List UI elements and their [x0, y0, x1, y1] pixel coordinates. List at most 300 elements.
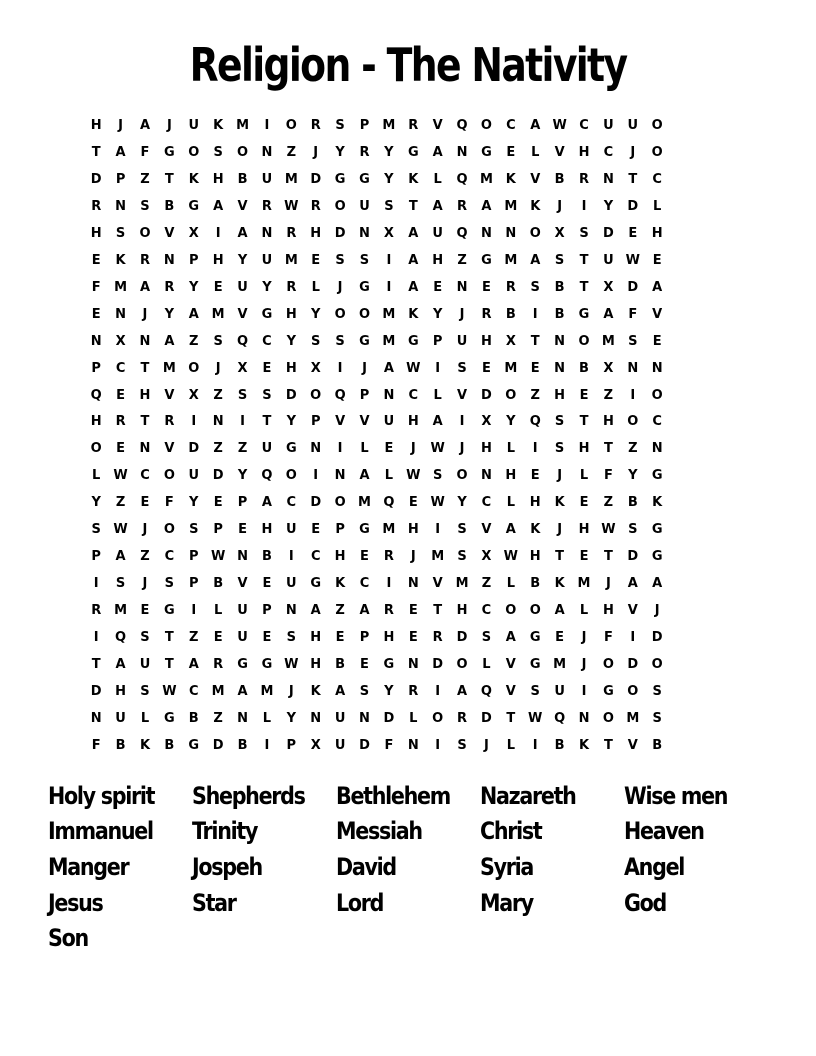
grid-cell[interactable]: C — [506, 117, 516, 133]
grid-cell[interactable]: I — [386, 576, 392, 592]
grid-cell[interactable]: H — [261, 522, 273, 538]
grid-cell[interactable]: V — [164, 387, 175, 403]
grid-cell[interactable]: E — [91, 252, 101, 268]
grid-cell[interactable]: D — [310, 171, 322, 187]
grid-cell[interactable]: O — [505, 603, 517, 619]
grid-cell[interactable]: R — [139, 252, 150, 268]
grid-cell[interactable]: E — [384, 441, 394, 457]
grid-cell[interactable]: K — [188, 171, 199, 187]
grid-cell[interactable]: D — [627, 279, 639, 295]
grid-cell[interactable]: E — [579, 387, 589, 403]
grid-cell[interactable]: N — [139, 441, 151, 457]
grid-cell[interactable]: H — [505, 468, 517, 484]
grid-cell[interactable]: S — [286, 630, 296, 646]
grid-cell[interactable]: V — [335, 414, 346, 430]
grid-cell[interactable]: P — [310, 414, 321, 430]
grid-cell[interactable]: O — [285, 468, 297, 484]
grid-cell[interactable]: E — [530, 360, 540, 376]
grid-cell[interactable]: H — [90, 414, 102, 430]
grid-cell[interactable]: N — [578, 710, 590, 726]
grid-cell[interactable]: H — [432, 252, 444, 268]
grid-cell[interactable]: K — [408, 306, 419, 322]
grid-cell[interactable]: B — [579, 360, 589, 376]
grid-cell[interactable]: N — [481, 225, 492, 241]
grid-cell[interactable]: A — [310, 603, 321, 619]
grid-cell[interactable]: X — [383, 225, 394, 241]
grid-cell[interactable]: A — [530, 117, 541, 133]
grid-cell[interactable]: I — [630, 630, 636, 646]
grid-cell[interactable]: H — [285, 306, 297, 322]
grid-cell[interactable]: W — [113, 468, 128, 484]
grid-cell[interactable]: B — [554, 171, 565, 187]
grid-cell[interactable]: H — [554, 387, 566, 403]
grid-cell[interactable]: D — [456, 630, 468, 646]
grid-cell[interactable]: T — [603, 737, 613, 753]
grid-cell[interactable]: X — [237, 360, 248, 376]
grid-cell[interactable]: M — [284, 252, 298, 268]
grid-cell[interactable]: T — [555, 549, 565, 565]
grid-cell[interactable]: P — [359, 630, 370, 646]
grid-cell[interactable]: N — [90, 333, 102, 349]
grid-cell[interactable]: I — [630, 387, 636, 403]
grid-cell[interactable]: T — [164, 171, 174, 187]
grid-cell[interactable]: S — [554, 252, 565, 268]
grid-cell[interactable]: O — [651, 657, 663, 673]
grid-cell[interactable]: E — [262, 576, 272, 592]
grid-cell[interactable]: G — [261, 657, 273, 673]
grid-cell[interactable]: Y — [189, 495, 199, 511]
grid-cell[interactable]: I — [459, 414, 465, 430]
grid-cell[interactable]: S — [164, 576, 175, 592]
grid-cell[interactable]: B — [213, 576, 224, 592]
grid-cell[interactable]: A — [335, 683, 346, 699]
grid-cell[interactable]: J — [288, 683, 294, 699]
grid-cell[interactable]: Z — [213, 441, 223, 457]
grid-cell[interactable]: X — [481, 549, 492, 565]
grid-cell[interactable]: T — [91, 657, 101, 673]
grid-cell[interactable]: O — [456, 657, 468, 673]
grid-cell[interactable]: G — [578, 306, 590, 322]
grid-cell[interactable]: R — [457, 198, 468, 214]
grid-cell[interactable]: J — [142, 522, 148, 538]
grid-cell[interactable]: A — [115, 549, 126, 565]
grid-cell[interactable]: B — [530, 576, 541, 592]
grid-cell[interactable]: W — [503, 549, 518, 565]
grid-cell[interactable]: B — [627, 495, 638, 511]
grid-cell[interactable]: G — [261, 306, 273, 322]
grid-cell[interactable]: I — [532, 441, 538, 457]
grid-cell[interactable]: U — [237, 630, 248, 646]
grid-cell[interactable]: H — [310, 225, 322, 241]
grid-cell[interactable]: J — [605, 576, 611, 592]
grid-cell[interactable]: J — [142, 306, 148, 322]
grid-cell[interactable]: D — [383, 710, 395, 726]
grid-cell[interactable]: V — [164, 225, 175, 241]
grid-cell[interactable]: D — [212, 737, 224, 753]
grid-cell[interactable]: X — [603, 360, 614, 376]
grid-cell[interactable]: K — [310, 683, 321, 699]
grid-cell[interactable]: R — [91, 603, 102, 619]
grid-cell[interactable]: K — [652, 495, 663, 511]
grid-cell[interactable]: I — [93, 576, 99, 592]
grid-cell[interactable]: V — [505, 657, 516, 673]
grid-cell[interactable]: O — [188, 144, 200, 160]
grid-cell[interactable]: J — [654, 603, 660, 619]
grid-cell[interactable]: W — [284, 198, 299, 214]
grid-cell[interactable]: M — [431, 549, 445, 565]
grid-cell[interactable]: H — [529, 549, 541, 565]
grid-cell[interactable]: R — [359, 144, 370, 160]
grid-cell[interactable]: M — [211, 683, 225, 699]
grid-cell[interactable]: U — [261, 252, 273, 268]
grid-cell[interactable]: C — [310, 549, 321, 565]
grid-cell[interactable]: H — [407, 522, 419, 538]
grid-cell[interactable]: O — [432, 710, 444, 726]
grid-cell[interactable]: A — [432, 414, 443, 430]
grid-cell[interactable]: C — [408, 387, 419, 403]
grid-cell[interactable]: O — [310, 387, 322, 403]
grid-cell[interactable]: S — [359, 683, 370, 699]
grid-cell[interactable]: M — [382, 306, 396, 322]
grid-cell[interactable]: R — [505, 279, 516, 295]
grid-cell[interactable]: G — [164, 144, 175, 160]
grid-cell[interactable]: H — [602, 414, 614, 430]
grid-cell[interactable]: F — [628, 306, 638, 322]
grid-cell[interactable]: N — [627, 360, 639, 376]
grid-cell[interactable]: S — [115, 225, 126, 241]
grid-cell[interactable]: R — [408, 117, 419, 133]
grid-cell[interactable]: M — [626, 710, 640, 726]
grid-cell[interactable]: I — [215, 225, 221, 241]
grid-cell[interactable]: K — [578, 737, 590, 753]
grid-cell[interactable]: G — [383, 657, 395, 673]
grid-cell[interactable]: J — [313, 144, 319, 160]
grid-cell[interactable]: Z — [457, 252, 467, 268]
grid-cell[interactable]: L — [433, 387, 442, 403]
grid-cell[interactable]: O — [334, 198, 346, 214]
grid-cell[interactable]: N — [115, 198, 127, 214]
grid-cell[interactable]: S — [628, 522, 638, 538]
grid-cell[interactable]: E — [433, 279, 443, 295]
grid-cell[interactable]: J — [557, 198, 563, 214]
grid-cell[interactable]: E — [262, 630, 272, 646]
grid-cell[interactable]: I — [288, 549, 294, 565]
grid-cell[interactable]: L — [409, 710, 418, 726]
grid-cell[interactable]: G — [651, 522, 663, 538]
grid-cell[interactable]: I — [337, 441, 343, 457]
grid-cell[interactable]: N — [237, 710, 248, 726]
grid-cell[interactable]: B — [554, 306, 565, 322]
grid-cell[interactable]: V — [237, 576, 248, 592]
grid-cell[interactable]: R — [457, 710, 468, 726]
grid-cell[interactable]: P — [359, 117, 370, 133]
grid-cell[interactable]: J — [410, 441, 416, 457]
grid-cell[interactable]: P — [115, 171, 126, 187]
grid-cell[interactable]: E — [311, 522, 321, 538]
grid-cell[interactable]: C — [359, 576, 370, 592]
grid-cell[interactable]: A — [237, 225, 248, 241]
grid-cell[interactable]: G — [529, 657, 541, 673]
grid-cell[interactable]: E — [482, 279, 491, 295]
grid-cell[interactable]: M — [479, 171, 493, 187]
grid-cell[interactable]: G — [334, 171, 346, 187]
grid-cell[interactable]: E — [360, 549, 369, 565]
grid-cell[interactable]: E — [482, 360, 491, 376]
grid-cell[interactable]: L — [433, 171, 442, 187]
grid-cell[interactable]: G — [407, 333, 419, 349]
grid-cell[interactable]: L — [92, 468, 101, 484]
grid-cell[interactable]: Q — [456, 117, 468, 133]
grid-cell[interactable]: S — [457, 522, 467, 538]
grid-cell[interactable]: Z — [628, 441, 638, 457]
grid-cell[interactable]: S — [457, 737, 467, 753]
grid-cell[interactable]: E — [628, 225, 638, 241]
grid-cell[interactable]: G — [359, 279, 370, 295]
grid-cell[interactable]: G — [164, 710, 175, 726]
grid-cell[interactable]: O — [358, 306, 371, 322]
grid-cell[interactable]: L — [653, 198, 662, 214]
grid-cell[interactable]: M — [114, 603, 128, 619]
grid-cell[interactable]: B — [115, 737, 126, 753]
grid-cell[interactable]: D — [310, 495, 322, 511]
grid-cell[interactable]: M — [382, 522, 396, 538]
grid-cell[interactable]: G — [188, 198, 200, 214]
grid-cell[interactable]: Z — [286, 144, 297, 160]
grid-cell[interactable]: C — [286, 495, 297, 511]
grid-cell[interactable]: N — [310, 441, 322, 457]
grid-cell[interactable]: P — [359, 387, 370, 403]
grid-cell[interactable]: N — [359, 710, 370, 726]
grid-cell[interactable]: G — [481, 252, 492, 268]
grid-cell[interactable]: O — [163, 522, 175, 538]
grid-cell[interactable]: E — [579, 495, 589, 511]
grid-cell[interactable]: L — [506, 441, 515, 457]
grid-cell[interactable]: E — [140, 603, 150, 619]
grid-cell[interactable]: H — [529, 495, 541, 511]
grid-cell[interactable]: Y — [457, 495, 467, 511]
grid-cell[interactable]: C — [579, 117, 589, 133]
grid-cell[interactable]: X — [554, 225, 565, 241]
grid-cell[interactable]: Z — [213, 387, 223, 403]
grid-cell[interactable]: J — [337, 279, 343, 295]
grid-cell[interactable]: Y — [506, 414, 516, 430]
grid-cell[interactable]: J — [630, 144, 636, 160]
grid-cell[interactable]: H — [310, 657, 322, 673]
grid-cell[interactable]: A — [554, 603, 565, 619]
grid-cell[interactable]: C — [262, 333, 272, 349]
grid-cell[interactable]: I — [435, 360, 441, 376]
grid-cell[interactable]: U — [261, 171, 273, 187]
grid-cell[interactable]: V — [237, 198, 248, 214]
grid-cell[interactable]: U — [286, 522, 297, 538]
grid-cell[interactable]: S — [335, 333, 345, 349]
grid-cell[interactable]: N — [90, 710, 102, 726]
grid-cell[interactable]: U — [334, 737, 346, 753]
grid-cell[interactable]: E — [213, 495, 223, 511]
grid-cell[interactable]: T — [140, 360, 150, 376]
grid-cell[interactable]: T — [506, 710, 516, 726]
grid-cell[interactable]: W — [406, 468, 421, 484]
grid-cell[interactable]: C — [140, 468, 150, 484]
grid-cell[interactable]: J — [459, 441, 465, 457]
grid-cell[interactable]: J — [362, 360, 367, 376]
grid-cell[interactable]: P — [188, 549, 199, 565]
grid-cell[interactable]: U — [603, 117, 614, 133]
grid-cell[interactable]: E — [408, 630, 418, 646]
grid-cell[interactable]: Y — [311, 306, 321, 322]
grid-cell[interactable]: M — [504, 360, 518, 376]
grid-cell[interactable]: D — [188, 441, 200, 457]
grid-cell[interactable]: O — [163, 468, 175, 484]
grid-cell[interactable]: R — [310, 117, 321, 133]
grid-cell[interactable]: Z — [530, 387, 540, 403]
grid-cell[interactable]: I — [264, 737, 270, 753]
grid-cell[interactable]: U — [359, 198, 370, 214]
grid-cell[interactable]: U — [286, 576, 297, 592]
grid-cell[interactable]: Y — [384, 683, 394, 699]
grid-cell[interactable]: R — [91, 198, 102, 214]
grid-cell[interactable]: A — [237, 683, 248, 699]
grid-cell[interactable]: K — [505, 171, 516, 187]
grid-cell[interactable]: F — [140, 144, 150, 160]
grid-cell[interactable]: W — [284, 657, 299, 673]
grid-cell[interactable]: O — [334, 495, 346, 511]
grid-cell[interactable]: O — [237, 144, 249, 160]
grid-cell[interactable]: E — [506, 144, 516, 160]
grid-cell[interactable]: V — [432, 576, 443, 592]
grid-cell[interactable]: H — [602, 603, 614, 619]
grid-cell[interactable]: T — [140, 414, 150, 430]
grid-cell[interactable]: O — [139, 225, 151, 241]
grid-cell[interactable]: E — [555, 630, 565, 646]
grid-cell[interactable]: O — [188, 360, 200, 376]
grid-cell[interactable]: A — [408, 225, 419, 241]
grid-cell[interactable]: J — [484, 737, 489, 753]
grid-cell[interactable]: J — [557, 468, 563, 484]
grid-cell[interactable]: M — [358, 495, 371, 511]
grid-cell[interactable]: Q — [237, 333, 249, 349]
grid-cell[interactable]: Z — [189, 630, 199, 646]
grid-cell[interactable]: T — [164, 630, 174, 646]
grid-cell[interactable]: J — [118, 117, 123, 133]
grid-cell[interactable]: A — [188, 657, 199, 673]
grid-cell[interactable]: A — [432, 198, 443, 214]
grid-cell[interactable]: O — [90, 441, 102, 457]
grid-cell[interactable]: C — [115, 360, 126, 376]
grid-cell[interactable]: O — [456, 468, 468, 484]
grid-cell[interactable]: H — [578, 441, 590, 457]
grid-cell[interactable]: T — [628, 171, 638, 187]
grid-cell[interactable]: N — [505, 225, 517, 241]
grid-cell[interactable]: M — [114, 279, 128, 295]
grid-cell[interactable]: N — [554, 360, 566, 376]
grid-cell[interactable]: G — [651, 468, 663, 484]
grid-cell[interactable]: I — [386, 252, 392, 268]
grid-cell[interactable]: B — [164, 737, 175, 753]
grid-cell[interactable]: L — [506, 495, 515, 511]
grid-cell[interactable]: V — [164, 441, 175, 457]
grid-cell[interactable]: L — [384, 468, 394, 484]
grid-cell[interactable]: D — [359, 737, 370, 753]
grid-cell[interactable]: M — [382, 333, 396, 349]
grid-cell[interactable]: N — [456, 279, 468, 295]
grid-cell[interactable]: I — [191, 603, 197, 619]
grid-cell[interactable]: E — [238, 522, 247, 538]
grid-cell[interactable]: T — [433, 603, 443, 619]
grid-cell[interactable]: X — [603, 279, 614, 295]
grid-cell[interactable]: V — [457, 387, 468, 403]
grid-cell[interactable]: A — [139, 279, 150, 295]
grid-cell[interactable]: E — [311, 252, 321, 268]
grid-cell[interactable]: B — [335, 657, 346, 673]
grid-cell[interactable]: R — [432, 630, 443, 646]
grid-cell[interactable]: S — [457, 360, 467, 376]
grid-cell[interactable]: G — [359, 333, 370, 349]
grid-cell[interactable]: G — [188, 737, 200, 753]
grid-cell[interactable]: A — [408, 252, 419, 268]
grid-cell[interactable]: S — [115, 576, 126, 592]
grid-cell[interactable]: P — [286, 737, 297, 753]
grid-cell[interactable]: A — [383, 360, 394, 376]
grid-cell[interactable]: N — [407, 576, 419, 592]
grid-cell[interactable]: F — [603, 630, 613, 646]
grid-cell[interactable]: D — [432, 657, 444, 673]
grid-cell[interactable]: T — [579, 279, 589, 295]
grid-cell[interactable]: D — [651, 630, 663, 646]
grid-cell[interactable]: H — [139, 387, 151, 403]
grid-cell[interactable]: I — [264, 117, 270, 133]
grid-cell[interactable]: F — [164, 495, 174, 511]
grid-cell[interactable]: B — [237, 171, 248, 187]
grid-cell[interactable]: J — [557, 522, 563, 538]
grid-cell[interactable]: G — [164, 603, 175, 619]
grid-cell[interactable]: I — [581, 198, 587, 214]
grid-cell[interactable]: S — [652, 683, 662, 699]
grid-cell[interactable]: W — [210, 549, 226, 565]
grid-cell[interactable]: X — [505, 333, 516, 349]
grid-cell[interactable]: W — [601, 522, 616, 538]
grid-cell[interactable]: V — [481, 522, 492, 538]
grid-cell[interactable]: G — [285, 441, 297, 457]
grid-cell[interactable]: B — [261, 549, 272, 565]
grid-cell[interactable]: R — [286, 225, 297, 241]
grid-cell[interactable]: K — [213, 117, 224, 133]
grid-cell[interactable]: N — [115, 306, 127, 322]
grid-cell[interactable]: O — [627, 683, 639, 699]
grid-cell[interactable]: O — [529, 225, 541, 241]
grid-cell[interactable]: Y — [189, 279, 199, 295]
grid-cell[interactable]: M — [504, 252, 518, 268]
grid-cell[interactable]: O — [627, 414, 639, 430]
grid-cell[interactable]: L — [214, 603, 223, 619]
grid-cell[interactable]: A — [457, 683, 468, 699]
grid-cell[interactable]: H — [334, 549, 346, 565]
grid-cell[interactable]: N — [359, 225, 370, 241]
grid-cell[interactable]: S — [237, 387, 248, 403]
grid-cell[interactable]: W — [162, 683, 177, 699]
grid-cell[interactable]: C — [481, 603, 492, 619]
grid-cell[interactable]: Q — [90, 387, 102, 403]
grid-cell[interactable]: S — [432, 468, 443, 484]
grid-cell[interactable]: R — [213, 657, 224, 673]
grid-cell[interactable]: A — [505, 630, 516, 646]
grid-cell[interactable]: Y — [384, 144, 394, 160]
grid-cell[interactable]: U — [554, 683, 565, 699]
grid-cell[interactable]: V — [627, 603, 638, 619]
grid-cell[interactable]: N — [334, 468, 346, 484]
grid-cell[interactable]: D — [212, 468, 224, 484]
grid-cell[interactable]: T — [530, 333, 540, 349]
